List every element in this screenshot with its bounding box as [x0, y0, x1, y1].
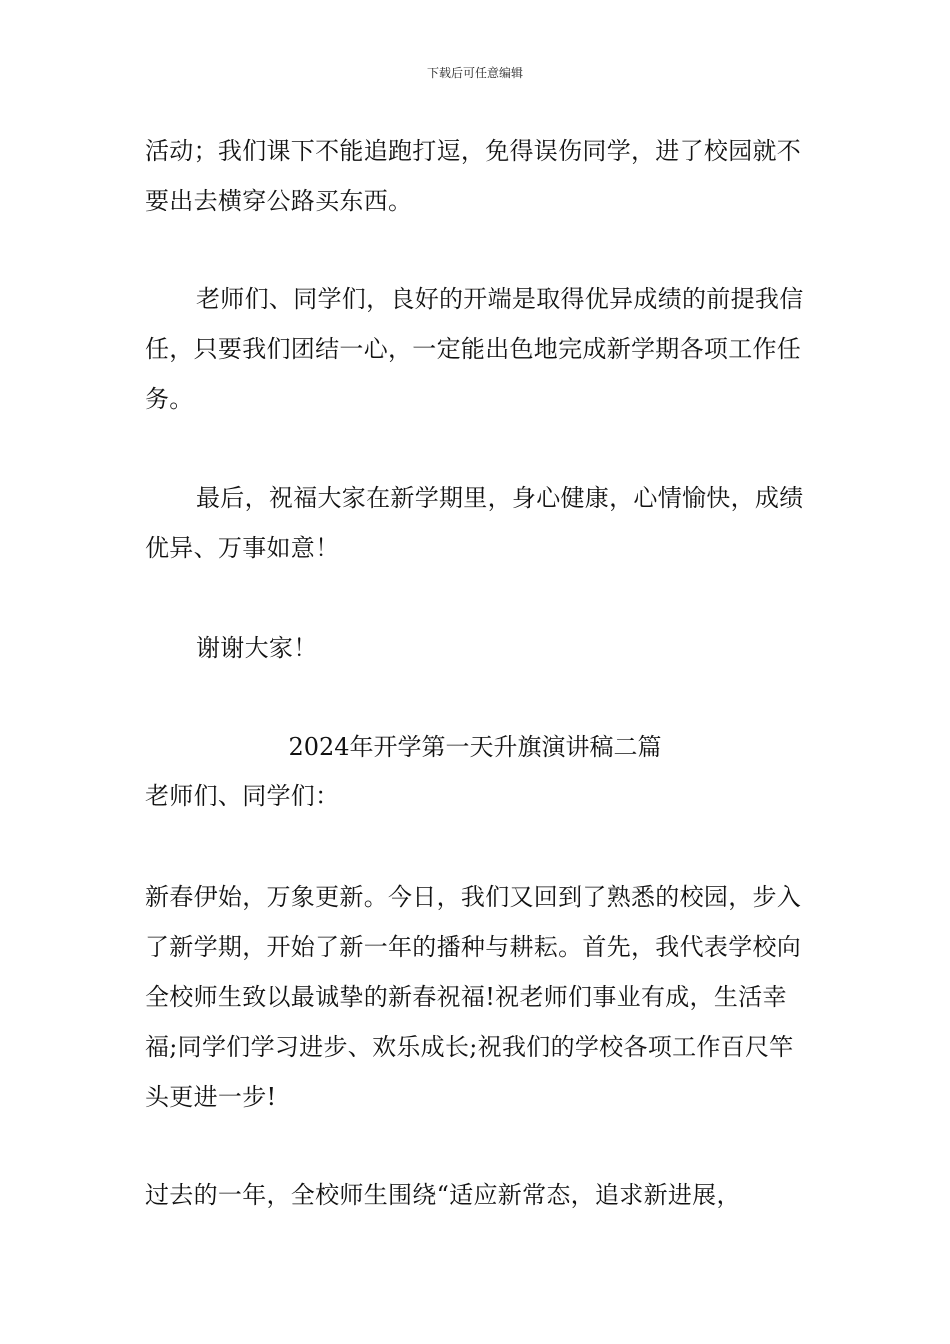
- salutation: 老师们、同学们：: [145, 782, 340, 810]
- paragraph-activities: 活动；我们课下不能追跑打逗，免得误伤同学，进了校园就不要出去横穿公路买东西。: [145, 137, 802, 215]
- paragraph-past-year: 过去的一年，全校师生围绕“适应新常态，追求新进展，: [145, 1181, 741, 1209]
- paragraph-final-wishes: 最后，祝福大家在新学期里，身心健康，心情愉快，成绩优异、万事如意！: [145, 484, 804, 562]
- page-header: 下载后可任意编辑: [426, 66, 523, 80]
- speech-title: 2024年开学第一天升旗演讲稿二篇: [288, 733, 662, 761]
- paragraph-thanks: 谢谢大家！: [196, 634, 318, 662]
- paragraph-new-spring: 新春伊始，万象更新。今日，我们又回到了熟悉的校园，步入了新学期，开始了新一年的播种与耕耘。首先，我代表学校向全校师生致以最诚挚的新春祝福!祝老师们事业有成，生活幸福;同学们学习进步、欢乐成长;祝我们的学校各项工作百尺竿头更进一步!: [145, 883, 802, 1111]
- paragraph-good-start: 老师们、同学们，良好的开端是取得优异成绩的前提我信任，只要我们团结一心，一定能出色地完成新学期各项工作任务。: [145, 285, 804, 413]
